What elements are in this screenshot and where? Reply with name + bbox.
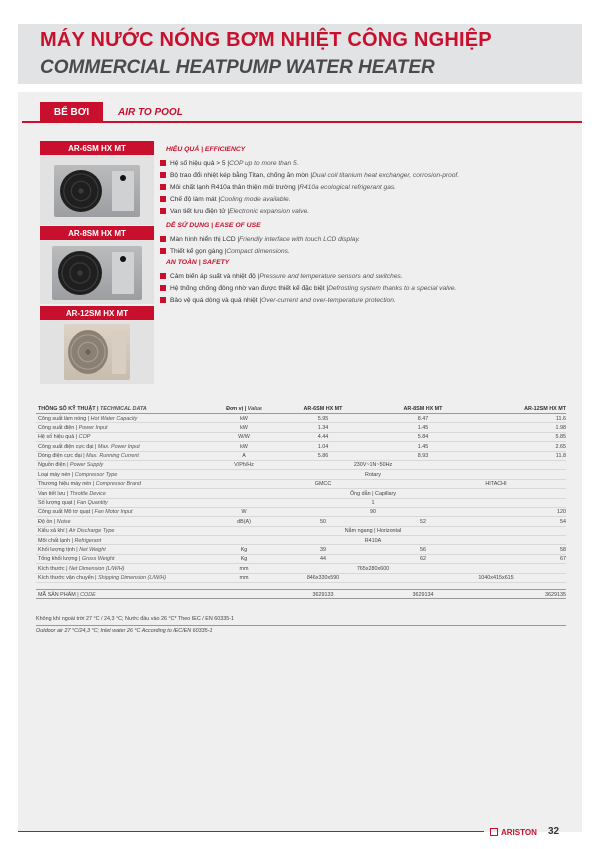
page-number: 32: [548, 826, 560, 837]
spec-table: [36, 404, 566, 599]
bullet-square-icon: [160, 184, 166, 190]
note-en: Outdoor air 27 °C/24,3 °C; Inlet water 26 °C According to IEC/EN 60335-1: [36, 628, 213, 634]
spec-row: Độ ồn | Noise dB(A) 50 52 54: [38, 518, 566, 525]
model-label-8sm: AR-8SM HX MT: [40, 226, 154, 240]
feature-item: Hệ số hiệu quả > 5 | COP up to more than 5.: [160, 157, 299, 169]
tab-pool[interactable]: BỂ BƠI: [40, 102, 103, 123]
spec-row: Loại máy nén | Compressor Type Rotary: [36, 470, 566, 479]
spec-row: Công suất Mô tơ quạt | Fan Motor Input W 90 120: [38, 509, 566, 516]
feature-item: Chế độ làm mát | Cooling mode available.: [160, 193, 290, 205]
model-label-12sm: AR-12SM HX MT: [40, 306, 154, 320]
feature-item: Cảm biến áp suất và nhiệt độ | Pressure and temperature sensors and switches.: [160, 270, 403, 282]
spec-body: [36, 414, 566, 583]
heatpump-unit: [64, 324, 130, 380]
product-image-12sm: [40, 320, 154, 384]
spec-header-row: THÔNG SỐ KỸ THUẬT | TECHNICAL DATA Đơn vị | Value AR-6SM HX MT AR-8SM HX MT AR-12SM HX MT: [36, 404, 566, 414]
spec-row: Công suất làm nóng | Hot Water Capacity kW 5.95 8.47 11.6: [38, 415, 566, 422]
spec-row: Kiểu xả khí | Air Discharge Type Nằm ngang | Horizontal: [36, 527, 566, 536]
bullet-square-icon: [160, 273, 166, 279]
model-label-6sm: AR-6SM HX MT: [40, 141, 154, 155]
bullet-square-icon: [160, 196, 166, 202]
note-vi: Không khí ngoài trời 27 °C / 24,3 °C; Nước đầu vào 26 °C* Theo IEC / EN 60335-1: [36, 616, 235, 622]
tab-pool-en: AIR TO POOL: [118, 107, 183, 118]
brand-logo: ARISTON: [490, 826, 537, 838]
footer-line: [18, 831, 484, 832]
title-vi: MÁY NƯỚC NÓNG BƠM NHIỆT CÔNG NGHIỆP: [40, 29, 492, 51]
title-en: COMMERCIAL HEATPUMP WATER HEATER: [40, 57, 435, 78]
spec-row: Tổng khối lượng | Gross Weight Kg 44 62 67: [38, 556, 566, 563]
product-image-8sm: [40, 240, 154, 304]
fan-icon: [60, 170, 102, 212]
spec-row: Nguồn điện | Power Supply V/Ph/Hz 230V~1N~50Hz: [36, 461, 566, 470]
spec-row: Thương hiệu máy nén | Compressor Brand GMCC HITACHI: [36, 480, 566, 489]
tab-underline: [22, 121, 582, 123]
note-divider: [36, 625, 566, 626]
bullet-square-icon: [160, 160, 166, 166]
side-panel: [112, 330, 126, 374]
feature-item: Bộ trao đổi nhiệt kép bằng Titan, chống ăn mòn | Dual coil titanium heat exchanger, corrosion-proof.: [160, 169, 459, 181]
heatpump-unit: [54, 165, 140, 217]
heatpump-unit: [52, 246, 142, 300]
fan-icon: [68, 330, 108, 374]
spec-row: Công suất điện | Power Input kW 1.34 1.45 1.98: [38, 424, 566, 431]
bullet-square-icon: [160, 236, 166, 242]
bullet-square-icon: [160, 248, 166, 254]
spec-row: Hệ số hiệu quả | COP W/W 4.44 5.84 5.85: [38, 434, 566, 441]
feature-item: Hệ thống chống đông nhờ van được thiết kế đặc biệt | Defrosting system thanks to a special valve.: [160, 282, 456, 294]
feature-item: Van tiết lưu điện tử | Electronic expansion valve.: [160, 205, 309, 217]
bullet-square-icon: [160, 208, 166, 214]
spec-row: Kích thước | Net Dimension (L/W/H) mm 765x280x600: [36, 564, 566, 573]
spec-row: Công suất điện cực đại | Max. Power Input kW 1.04 1.45 2.65: [38, 443, 566, 450]
spec-row: Số lượng quạt | Fan Quantity 1: [36, 499, 566, 508]
bullet-square-icon: [160, 285, 166, 291]
bullet-square-icon: [160, 172, 166, 178]
control-knob: [120, 256, 126, 262]
feature-item: Thiết kế gọn gàng | Compact dimensions.: [160, 245, 290, 257]
spec-row: Dòng điện cực đại | Max. Running Current A 5.86 8.93 11.8: [38, 453, 566, 460]
feature-item: Màn hình hiển thị LCD | Friendly interface with touch LCD display.: [160, 233, 360, 245]
spec-row: Kích thước vận chuyển | Shipping Dimension (L/W/H) mm 846x330x590 1040x415x615: [36, 574, 566, 583]
feature-item: Bảo vệ quá dòng và quá nhiệt | Over-current and over-temperature protection.: [160, 294, 396, 306]
page-header: [18, 24, 582, 84]
spec-row: Khối lượng tịnh | Net Weight Kg 39 56 58: [38, 546, 566, 553]
bullet-square-icon: [160, 297, 166, 303]
fan-icon: [58, 251, 102, 295]
ariston-logo-icon: [490, 828, 498, 836]
spec-row: Van tiết lưu | Throttle Device Ống dẫn | Capillary: [36, 489, 566, 498]
efficiency-heading: HIỆU QUẢ | EFFICIENCY: [166, 146, 246, 153]
spec-code-row: MÃ SẢN PHẨM | CODE 3629133 3629134 3629135: [36, 589, 566, 599]
feature-item: Môi chất lạnh R410a thân thiện môi trường | R410a ecological refrigerant gas.: [160, 181, 396, 193]
safety-heading: AN TOÀN | SAFETY: [166, 259, 230, 266]
product-image-6sm: [40, 155, 154, 225]
control-knob: [120, 175, 126, 181]
spec-row: Môi chất lạnh | Refrigerant R410A: [36, 536, 566, 545]
ease-heading: DỄ SỬ DỤNG | EASE OF USE: [166, 222, 261, 229]
